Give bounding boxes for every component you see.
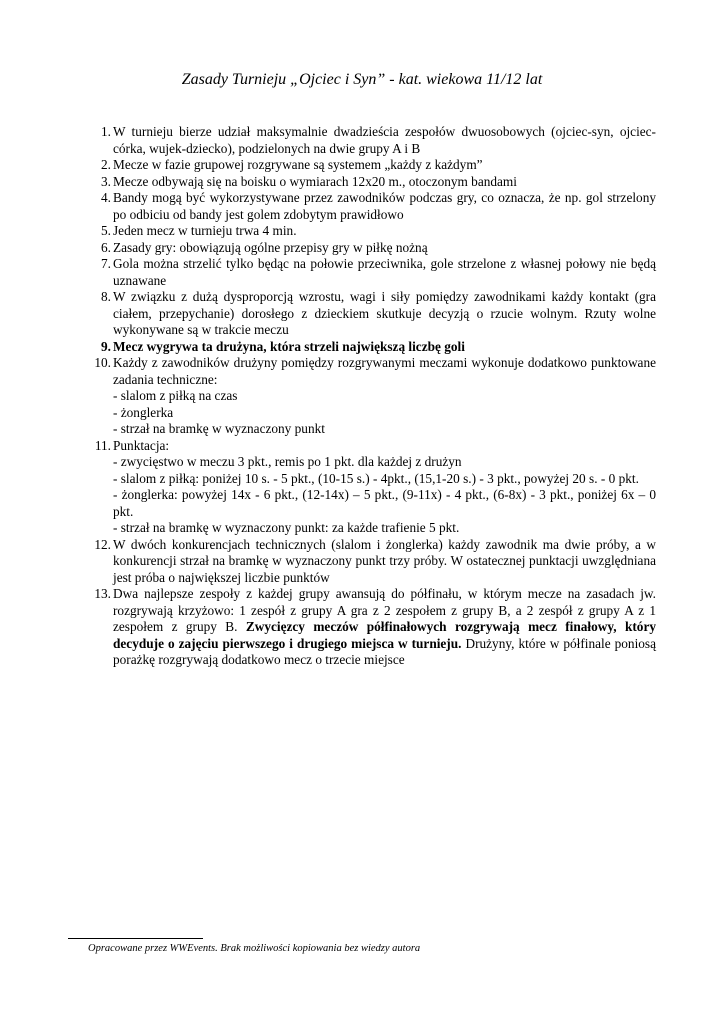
rule-number: 5. [101,223,111,238]
rule-6 [90,240,656,257]
rule-2 [90,157,656,174]
rule-text: Dwa najlepsze zespoły z każdej grupy awansują do półfinału, w którym mecze na zasadach jw. rozgrywają krzyżowo: 1 zespół z grupy A gra z 2 zespołem z grupy B, a 2 zespół z grupy A z 1 zespołem z grupy B. [113,586,656,634]
rule-text: W turnieju bierze udział maksymalnie dwadzieścia zespołów dwuosobowych (ojciec-syn, ojciec-córka, wujek-dziecko), podzielonych na dwie grupy A i B [113,124,656,156]
rule-text: W związku z dużą dysproporcją wzrostu, wagi i siły pomiędzy zawodnikami każdy kontakt (gra ciałem, przepychanie) dorosłego z dzieckiem skutkuje decyzją o rzucie wolnym. Rzuty wolne wykonywane są w trakcie meczu [113,289,656,337]
rule-text: Mecz wygrywa ta drużyna, która strzeli największą liczbę goli [113,338,465,354]
rule-5 [90,223,656,240]
rule-text: W dwóch konkurencjach technicznych (slalom i żonglerka) każdy zawodnik ma dwie próby, a w konkurencji strzał na bramkę w wyznaczony punkt trzy próby. W ostatecznej punktacji uwzględniana jest próba o największej liczbie punktów [113,536,656,585]
rule-number: 12. [94,536,111,552]
rule-4 [90,190,656,223]
rule-10 [90,355,656,438]
rule-text-tail: Drużyny, które w półfinale poniosą porażkę rozgrywają dodatkowo mecz o trzecie miejsce [113,635,656,667]
rule-number: 10. [94,355,111,370]
rule-13 [90,586,656,669]
rule-text: Mecze odbywają się na boisku o wymiarach 12x20 m., otoczonym bandami [113,173,517,189]
sub-item: - żonglerka: powyżej 14x - 6 pkt., (12-14x) – 5 pkt., (9-11x) - 4 pkt., (6-8x) - 3 pkt., poniżej 6x – 0 pkt. [113,487,656,519]
rule-7 [90,256,656,289]
footer-note: Opracowane przez WWEvents. Brak możliwości kopiowania bez wiedzy autora [88,943,421,954]
rule-text: Jeden mecz w turnieju trwa 4 min. [113,223,297,238]
rule-text: Każdy z zawodników drużyny pomiędzy rozgrywanymi meczami wykonuje dodatkowo punktowane zadania techniczne: [113,355,656,387]
rule-number: 4. [101,190,111,205]
rule-text: Bandy mogą być wykorzystywane przez zawodników podczas gry, co oznacza, że np. gol strzelony po odbiciu od bandy jest golem zdobytym prawidłowo [113,190,656,222]
rule-11 [90,438,656,537]
rule-1 [90,124,656,157]
sub-item: - strzał na bramkę w wyznaczony punkt [113,421,325,436]
sub-item: - zwycięstwo w meczu 3 pkt., remis po 1 pkt. dla każdej z drużyn [113,454,462,469]
rule-number: 9. [101,338,111,354]
rule-text: Mecze w fazie grupowej rozgrywane są systemem „każdy z każdym” [113,157,483,172]
rule-3 [90,174,656,191]
rule-12 [90,537,656,587]
rule-text: Punktacja: [113,437,170,453]
rule-number: 1. [101,124,111,139]
rule-9 [90,339,656,356]
rule-number: 6. [101,239,111,255]
rules-list [90,124,656,669]
rule-text-bold: Zwycięzcy meczów półfinałowych rozgrywają mecz finałowy, który decyduje o zajęciu pierwszego i drugiego miejsca w turnieju. [113,619,656,651]
page-title: Zasady Turnieju „Ojciec i Syn” - kat. wiekowa 11/12 lat [181,71,543,88]
sub-item: - slalom z piłką: poniżej 10 s. - 5 pkt., (10-15 s.) - 4pkt., (15,1-20 s.) - 3 pkt., powyżej 20 s. - 0 pkt. [113,470,639,486]
sub-item: - strzał na bramkę w wyznaczony punkt: za każde trafienie 5 pkt. [113,520,460,535]
rule-number: 11. [94,437,111,453]
rule-number: 13. [94,586,111,601]
footnote-divider [68,938,203,939]
sub-item: - żonglerka [113,404,174,420]
rule-text: Gola można strzelić tylko będąc na połowie przeciwnika, gole strzelone z własnej połowy nie będą uznawane [113,256,656,288]
rule-8 [90,289,656,339]
rule-number: 8. [101,289,111,304]
rule-number: 2. [101,157,111,172]
sub-item: - slalom z piłką na czas [113,388,238,403]
rule-number: 3. [101,173,111,189]
rule-text: Zasady gry: obowiązują ogólne przepisy gry w piłkę nożną [113,239,428,255]
rule-number: 7. [101,256,111,271]
